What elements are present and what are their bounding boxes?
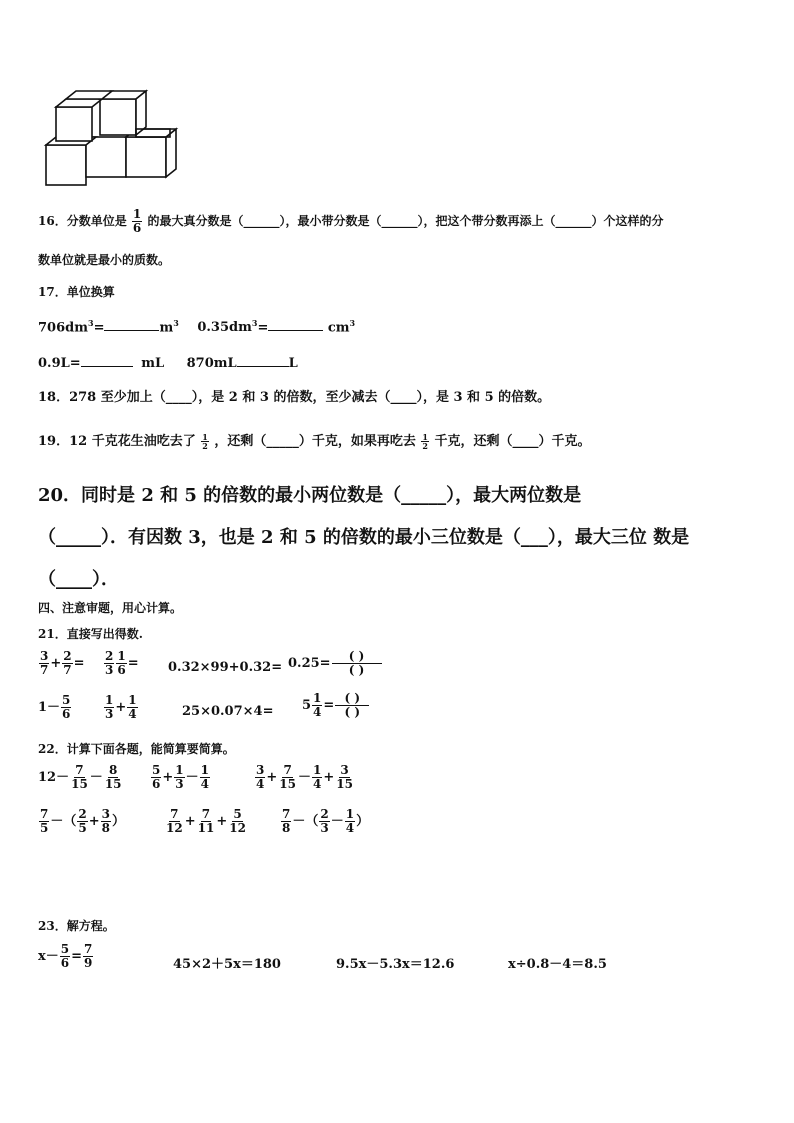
question-22-title: 22．计算下面各题，能简算要简算。 (38, 742, 235, 756)
q21-expr-8: 5 $\frac{1}{4}$ = $\frac{( )}{( )}$ (302, 692, 370, 719)
q21-expr-1: $\frac{3}{7}$ + $\frac{2}{7}$ = (40, 649, 85, 677)
q19-fraction-half: $\frac{1}{2}$ (422, 432, 428, 451)
answer-blank[interactable] (237, 354, 289, 367)
question-20-line3: （____）． (38, 569, 119, 590)
q19-fraction-half: $\frac{1}{2}$ (202, 432, 208, 451)
q22-expr-5: $\frac{7}{12}$ + $\frac{7}{11}$ + $\frac{5}{12}$ (166, 807, 246, 835)
q21-expr-3: 0.32×99+0.32= (168, 660, 283, 675)
question-23-title: 23．解方程。 (38, 919, 115, 933)
q22-expr-4: $\frac{7}{5}$ －（ $\frac{2}{5}$ + $\frac{3}{8}$ ） (40, 807, 126, 835)
answer-blank[interactable] (81, 354, 133, 367)
q16-text-a: 16．分数单位是 (38, 214, 127, 228)
q21-expr-4: 0.25= $\frac{( )}{( )}$ (288, 650, 383, 677)
answer-blank[interactable] (268, 318, 323, 331)
q21-expr-6: $\frac{1}{3}$ + $\frac{1}{4}$ (105, 693, 137, 721)
q16-text-b: 的最大真分数是（______），最小带分数是（______），把这个带分数再添上（______）个这样的分 (147, 214, 664, 228)
question-17-title: 17．单位换算 (38, 285, 115, 299)
question-20-line1: 20．同时是 2 和 5 的倍数的最小两位数是（_____），最大两位数是 (38, 485, 582, 506)
question-18: 18．278 至少加上（____），是 2 和 3 的倍数，至少减去（____），是 3 和 5 的倍数。 (38, 390, 551, 405)
q21-expr-5: 1－ $\frac{5}{6}$ (38, 693, 71, 721)
q22-expr-6: $\frac{7}{8}$ －（ $\frac{2}{3}$ － $\frac{1}{4}$ ） (282, 807, 370, 835)
answer-blank[interactable] (104, 318, 159, 331)
question-16-line1 (38, 208, 663, 235)
q16-fraction: $\frac{1}{6}$ (132, 207, 142, 235)
q22-expr-1: 12－ $\frac{7}{15}$ － $\frac{8}{15}$ (38, 763, 122, 791)
question-19: 19．12 千克花生油吃去了 $\frac{1}{2}$ ，还剩（_____）千克，如果再吃去 $\frac{1}{2}$ 千克，还剩（____）千克。 (38, 432, 591, 451)
question-20-line2: （_____）．有因数 3，也是 2 和 5 的倍数的最小三位数是（___），最大三位 数是 (38, 527, 690, 548)
question-16-line2: 数单位就是最小的质数。 (38, 253, 171, 267)
q23-equation-1: x－ $\frac{5}{6}$ = $\frac{7}{9}$ (38, 942, 93, 970)
q23-equation-4: x÷0.8－4＝8.5 (508, 957, 607, 972)
section-4-title: 四、注意审题，用心计算。 (38, 601, 183, 615)
q22-expr-2: $\frac{5}{6}$ + $\frac{1}{3}$ － $\frac{1}{4}$ (152, 763, 209, 791)
q23-equation-2: 45×2＋5x＝180 (173, 957, 281, 972)
question-17-row1: $706dm^3= m^3$ $0.35dm^3= cm^3$ (38, 318, 356, 336)
question-21-title: 21．直接写出得数. (38, 627, 143, 641)
q22-expr-3: $\frac{3}{4}$ + $\frac{7}{15}$ － $\frac{1}{4}$ + $\frac{3}{15}$ (256, 763, 353, 791)
question-17-row2: 0.9L= mL 870mL L (38, 356, 298, 371)
q21-expr-2: $\frac{2}{3}$ $\frac{1}{6}$ = (105, 649, 139, 677)
q21-expr-7: 25×0.07×4= (182, 704, 274, 719)
q23-equation-3: 9.5x－5.3x＝12.6 (336, 957, 455, 972)
cube-stack-figure (40, 85, 190, 190)
